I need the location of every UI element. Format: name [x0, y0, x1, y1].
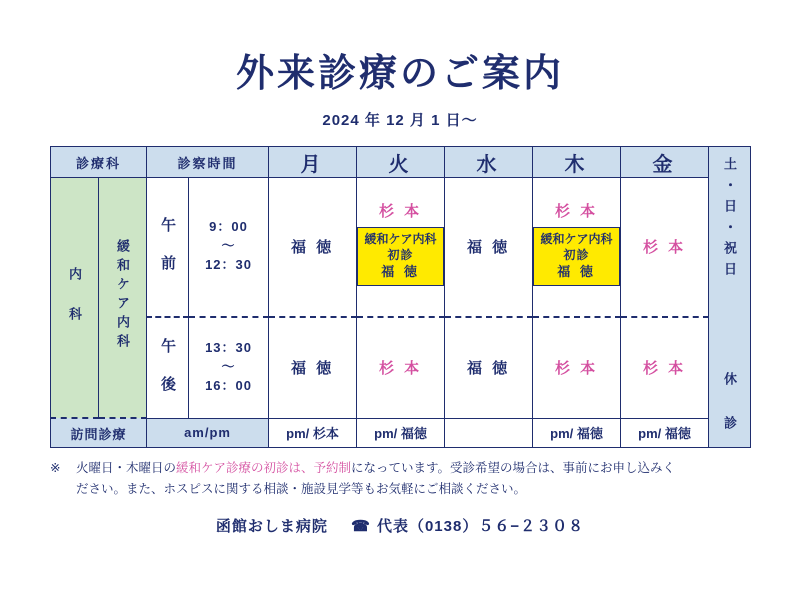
schedule-row-pm — [51, 317, 751, 419]
am-time-sep: 〜 — [221, 238, 236, 254]
dept-kanwa-label: 緩和ケア内科 — [115, 239, 130, 353]
header-day-thu: 木 — [533, 147, 621, 178]
home-visit-thu: pm/ 福徳 — [533, 418, 621, 448]
cell-pm-mon — [269, 317, 357, 419]
header-weekend-column — [709, 147, 751, 448]
note-line1-pink2: 予約制 — [313, 461, 352, 475]
period-am-label: 午 前 — [147, 178, 189, 317]
dept-naika — [51, 178, 99, 419]
cell-pm-fri — [621, 317, 709, 419]
pm-time-start: 13：30 — [205, 340, 252, 356]
doctor-name: 福 徳 — [290, 360, 335, 377]
home-visit-fri: pm/ 福徳 — [621, 418, 709, 448]
doctor-name: 福 徳 — [466, 239, 511, 257]
doctor-name: 福 徳 — [466, 360, 511, 377]
schedule-table — [50, 146, 751, 448]
phone-icon: ☎ — [351, 517, 372, 535]
hospital-name: 函館おしま病院 — [215, 517, 328, 535]
highlight-line3: 福 徳 — [557, 264, 596, 280]
header-day-mon: 月 — [269, 147, 357, 178]
cell-am-tue — [357, 178, 445, 317]
cell-pm-tue — [357, 317, 445, 419]
note-line1-b: になっています。受診希望の場合は、事前にお申し込みく — [351, 461, 676, 475]
highlight-box-tue — [357, 227, 444, 286]
pm-time-sep: 〜 — [221, 359, 236, 375]
doctor-name: 杉 本 — [554, 203, 599, 220]
doctor-name: 杉 本 — [642, 360, 687, 377]
pm-time-end: 16：00 — [205, 377, 252, 393]
dept-naika-label: 内 科 — [67, 266, 82, 326]
note-mark: ※ — [50, 461, 61, 475]
home-visit-tue: pm/ 福徳 — [357, 418, 445, 448]
header-day-wed: 水 — [445, 147, 533, 178]
highlight-line1: 緩和ケア内科 — [540, 232, 613, 246]
home-visit-label: 訪問診療 — [51, 418, 147, 448]
doctor-name: 杉 本 — [642, 239, 687, 257]
cell-am-wed — [445, 178, 533, 317]
cell-am-thu — [533, 178, 621, 317]
schedule-row-home-visit — [51, 418, 751, 448]
home-visit-wed — [445, 418, 533, 448]
note-line2: ださい。また、ホスピスに関する相談・施設見学等もお気軽にご相談ください。 — [76, 482, 527, 497]
contact-line — [50, 515, 750, 536]
home-visit-mon: pm/ 杉本 — [269, 418, 357, 448]
phone-number: 代表（0138）５６−２３０８ — [376, 517, 585, 535]
weekend-label: 土・日・祝日 — [722, 157, 738, 283]
am-time-start: 9：00 — [209, 219, 248, 235]
period-pm-time — [189, 317, 269, 419]
cell-am-fri — [621, 178, 709, 317]
header-day-tue: 火 — [357, 147, 445, 178]
weekend-status: 休 診 — [722, 372, 738, 437]
home-visit-ampm: am/pm — [147, 418, 269, 448]
schedule-table-wrapper — [50, 146, 750, 448]
page-subtitle: 2024 年 12 月 1 日〜 — [322, 112, 478, 129]
note-line1-a: 火曜日・木曜日の — [76, 461, 177, 475]
highlight-line2: 初診 — [563, 248, 590, 263]
note-body — [76, 458, 750, 501]
cell-pm-thu — [533, 317, 621, 419]
highlight-box-thu — [533, 227, 620, 286]
period-pm-label: 午 後 — [147, 317, 189, 419]
period-am-time — [189, 178, 269, 317]
highlight-line1: 緩和ケア内科 — [364, 232, 437, 246]
cell-am-mon — [269, 178, 357, 317]
page-root — [0, 42, 800, 608]
page-title: 外来診療のご案内 — [235, 53, 564, 95]
highlight-line2: 初診 — [387, 248, 414, 263]
header-department: 診療科 — [51, 147, 147, 178]
highlight-line3: 福 徳 — [381, 264, 420, 280]
doctor-name: 福 徳 — [290, 239, 335, 257]
doctor-name: 杉 本 — [554, 360, 599, 377]
notes-section — [50, 458, 750, 501]
table-header-row — [51, 147, 751, 178]
schedule-row-am — [51, 178, 751, 317]
doctor-name: 杉 本 — [378, 360, 423, 377]
am-time-end: 12：30 — [205, 257, 252, 273]
header-hours: 診察時間 — [147, 147, 269, 178]
cell-pm-wed — [445, 317, 533, 419]
dept-kanwa — [99, 178, 147, 419]
doctor-name: 杉 本 — [378, 203, 423, 220]
note-line1-pink1: 緩和ケア診療の初診は、 — [176, 461, 314, 475]
header-day-fri: 金 — [621, 147, 709, 178]
